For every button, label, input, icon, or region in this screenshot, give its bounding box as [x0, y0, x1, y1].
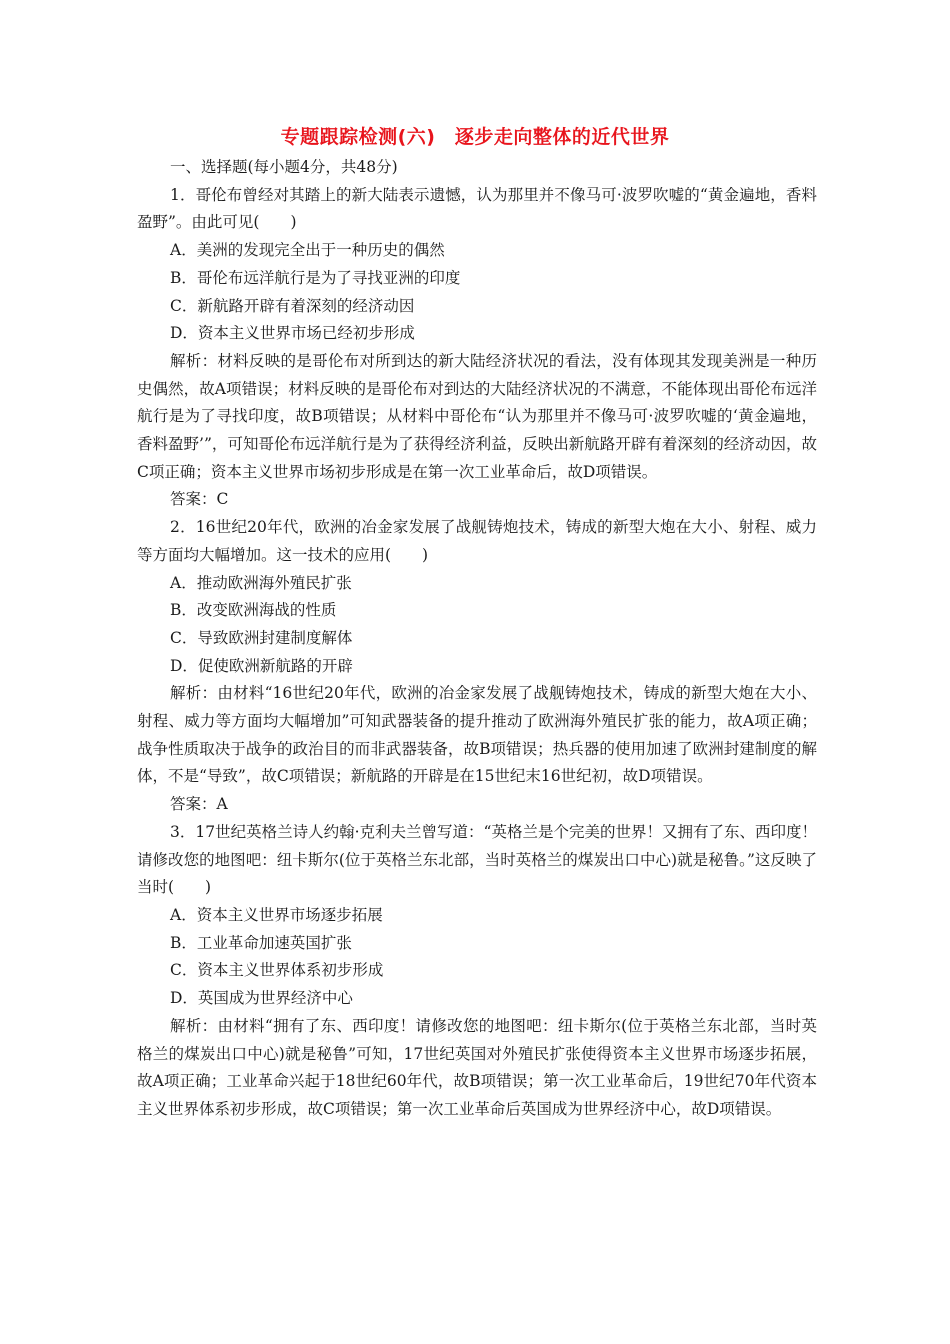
- question-3-option-b: B．工业革命加速英国扩张: [170, 933, 352, 952]
- question-1-stem: 1．哥伦布曾经对其踏上的新大陆表示遗憾，认为那里并不像马可·波罗吹嘘的“黄金遍地，香料盈野”。由此可见( ): [137, 185, 817, 232]
- question-1-analysis: 解析：材料反映的是哥伦布对所到达的新大陆经济状况的看法，没有体现其发现美洲是一种历史偶然，故A项错误；材料反映的是哥伦布对到达的大陆经济状况的不满意，不能体现出哥伦布远洋航行是为了寻找印度，故B项错误；从材料中哥伦布“认为那里并不像马可·波罗吹嘘的‘黄金遍地，香料盈野’”，可知哥伦布远洋航行是为了获得经济利益，反映出新航路开辟有着深刻的经济动因，故C项正确；资本主义世界市场初步形成是在第一次工业革命后，故D项错误。: [137, 351, 817, 481]
- section-heading: 一、选择题(每小题4分，共48分): [170, 158, 398, 176]
- question-2-stem: 2．16世纪20年代，欧洲的冶金家发展了战舰铸炮技术，铸成的新型大炮在大小、射程、威力等方面均大幅增加。这一技术的应用( ): [137, 518, 817, 564]
- question-1-option-a: A．美洲的发现完全出于一种历史的偶然: [170, 241, 445, 260]
- question-1-answer: 答案：C: [170, 490, 229, 509]
- question-1-option-d: D．资本主义世界市场已经初步形成: [170, 324, 415, 343]
- page-title: 专题跟踪检测(六) 逐步走向整体的近代世界: [280, 126, 670, 148]
- question-3-option-a: A．资本主义世界市场逐步拓展: [170, 905, 383, 924]
- question-3-stem: 3．17世纪英格兰诗人约翰·克利夫兰曾写道：“英格兰是个完美的世界！又拥有了东、西印度！请修改您的地图吧：纽卡斯尔(位于英格兰东北部，当时英格兰的煤炭出口中心)就是秘鲁。”这反映了当时( ): [137, 822, 817, 897]
- question-1-option-b: B．哥伦布远洋航行是为了寻找亚洲的印度: [170, 268, 461, 287]
- question-1-option-c: C．新航路开辟有着深刻的经济动因: [170, 296, 415, 315]
- document-body: [137, 154, 817, 1124]
- question-3-analysis: 解析：由材料“拥有了东、西印度！请修改您的地图吧：纽卡斯尔(位于英格兰东北部，当时英格兰的煤炭出口中心)就是秘鲁”可知，17世纪英国对外殖民扩张使得资本主义世界市场逐步拓展，故A项正确；工业革命兴起于18世纪60年代，故B项错误；第一次工业革命后，19世纪70年代资本主义世界体系初步形成，故C项错误；第一次工业革命后英国成为世界经济中心，故D项错误。: [137, 1016, 817, 1118]
- question-2-option-c: C．导致欧洲封建制度解体: [170, 628, 353, 647]
- question-3-option-d: D．英国成为世界经济中心: [170, 989, 353, 1008]
- question-2-option-a: A．推动欧洲海外殖民扩张: [170, 573, 352, 592]
- question-2-analysis: 解析：由材料“16世纪20年代，欧洲的冶金家发展了战舰铸炮技术，铸成的新型大炮在大小、射程、威力等方面均大幅增加”可知武器装备的提升推动了欧洲海外殖民扩张的能力，故A项正确；战争性质取决于战争的政治目的而非武器装备，故B项错误；热兵器的使用加速了欧洲封建制度的解体，不是“导致”，故C项错误；新航路的开辟是在15世纪末16世纪初，故D项错误。: [137, 684, 817, 786]
- question-2-option-d: D．促使欧洲新航路的开辟: [170, 656, 353, 675]
- question-2-option-b: B．改变欧洲海战的性质: [170, 601, 337, 620]
- question-3-option-c: C．资本主义世界体系初步形成: [170, 961, 384, 980]
- question-2-answer: 答案：A: [170, 795, 228, 814]
